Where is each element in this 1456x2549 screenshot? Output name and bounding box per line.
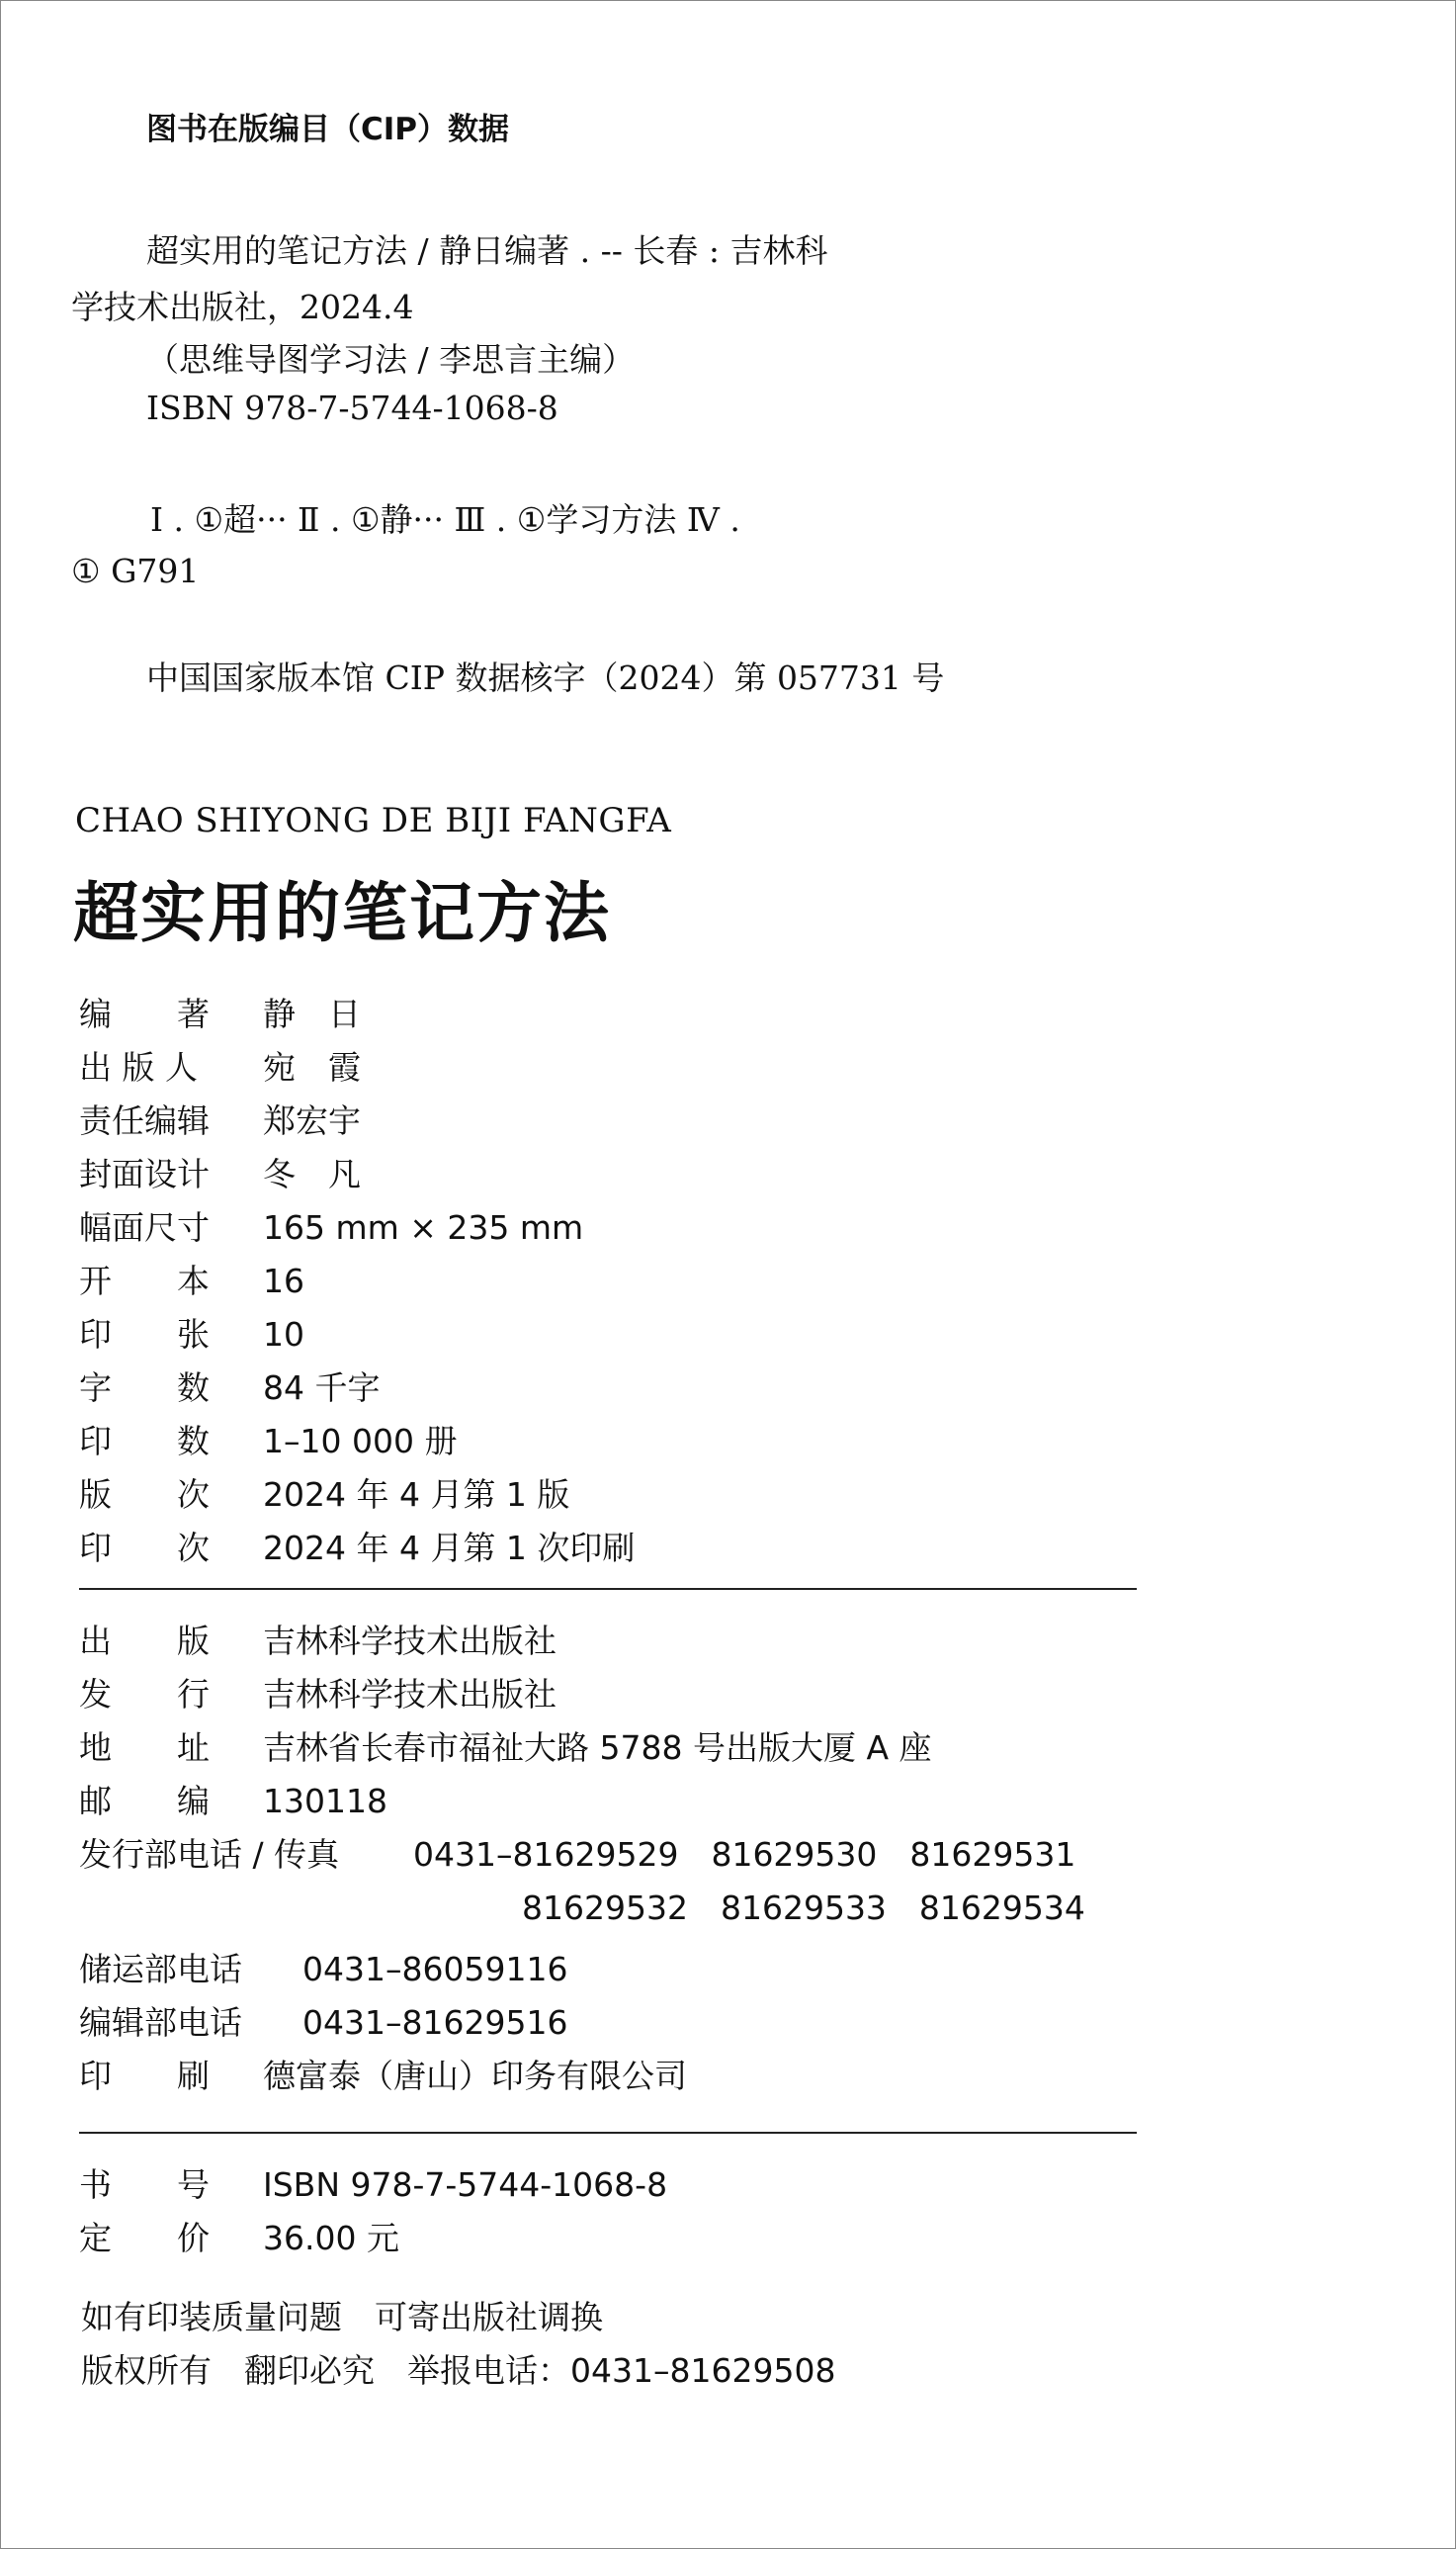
cip-record-number: 中国国家版本馆 CIP 数据核字（2024）第 057731 号 bbox=[146, 659, 945, 697]
info-value: 2024 年 4 月第 1 版 bbox=[263, 1475, 570, 1514]
info-label: 印 次 bbox=[79, 1529, 210, 1567]
info-value: 10 bbox=[263, 1315, 304, 1354]
info-row-format bbox=[79, 1256, 304, 1302]
info-label: 版 次 bbox=[79, 1475, 210, 1514]
sales-phone-label: 发行部电话 / 传真 bbox=[79, 1835, 340, 1874]
info-value: 16 bbox=[263, 1262, 304, 1300]
printer-label: 印 刷 bbox=[79, 2057, 210, 2095]
price-value: 36.00 元 bbox=[263, 2219, 399, 2257]
info-value: 1–10 000 册 bbox=[263, 1422, 458, 1460]
info-row-edition bbox=[79, 1469, 569, 1516]
info-value: 静 日 bbox=[263, 995, 361, 1033]
cip-line-2: 学技术出版社，2024.4 bbox=[71, 288, 414, 326]
sales-phone-row-2 bbox=[522, 1883, 1085, 1929]
cip-line-3: （思维导图学习法 / 李思言主编） bbox=[146, 340, 636, 379]
info-row-printing bbox=[79, 1523, 635, 1569]
publisher-value: 吉林科学技术出版社 bbox=[263, 1622, 557, 1660]
book-title: 超实用的笔记方法 bbox=[73, 875, 611, 951]
editorial-phone-value: 0431–81629516 bbox=[302, 2003, 568, 2042]
address-value: 吉林省长春市福祉大路 5788 号出版大厦 A 座 bbox=[263, 1728, 932, 1767]
copyright-notice: 版权所有 翻印必究 举报电话：0431–81629508 bbox=[81, 2351, 836, 2390]
cip-classification-1: Ⅰ . ①超··· Ⅱ . ①静··· Ⅲ . ①学习方法 Ⅳ . bbox=[150, 500, 740, 539]
info-label: 封面设计 bbox=[79, 1155, 210, 1193]
publisher-row bbox=[79, 1616, 557, 1662]
address-row bbox=[79, 1722, 932, 1769]
info-value: 冬 凡 bbox=[263, 1155, 361, 1193]
postcode-row bbox=[79, 1776, 387, 1822]
isbn-value: ISBN 978-7-5744-1068-8 bbox=[263, 2165, 668, 2204]
cip-line-1: 超实用的笔记方法 / 静日编著 . -- 长春 : 吉林科 bbox=[146, 231, 828, 270]
info-value: 84 千字 bbox=[263, 1368, 381, 1407]
divider bbox=[79, 1588, 1137, 1590]
cip-classification-2: ① G791 bbox=[71, 552, 200, 590]
info-row-cover-design bbox=[79, 1149, 361, 1195]
info-value: 郑宏宇 bbox=[263, 1101, 361, 1140]
info-row-author bbox=[79, 989, 361, 1035]
info-label: 印 数 bbox=[79, 1422, 210, 1460]
printer-value: 德富泰（唐山）印务有限公司 bbox=[263, 2057, 687, 2095]
info-row-format-size bbox=[79, 1202, 583, 1249]
storage-phone-label: 储运部电话 bbox=[79, 1950, 242, 1988]
publisher-label: 出 版 bbox=[79, 1622, 210, 1660]
editorial-phone-row bbox=[79, 1997, 567, 2044]
info-row-publisher-person bbox=[79, 1042, 361, 1089]
info-label: 责任编辑 bbox=[79, 1101, 210, 1140]
storage-phone-row bbox=[79, 1944, 567, 1990]
info-label: 开 本 bbox=[79, 1262, 210, 1300]
cip-heading: 图书在版编目（CIP）数据 bbox=[146, 112, 510, 147]
quality-notice: 如有印装质量问题 可寄出版社调换 bbox=[81, 2298, 603, 2336]
price-label: 定 价 bbox=[79, 2219, 210, 2257]
info-row-word-count bbox=[79, 1362, 380, 1409]
printer-row bbox=[79, 2051, 687, 2097]
divider bbox=[79, 2132, 1137, 2134]
info-label: 编 著 bbox=[79, 995, 210, 1033]
info-label: 出 版 人 bbox=[79, 1048, 198, 1087]
info-row-print-run bbox=[79, 1416, 457, 1462]
sales-phone-numbers-1: 0431–81629529 81629530 81629531 bbox=[413, 1835, 1076, 1874]
info-value: 165 mm × 235 mm bbox=[263, 1208, 584, 1247]
sales-phone-numbers-2: 81629532 81629533 81629534 bbox=[522, 1889, 1085, 1927]
sales-phone-row bbox=[79, 1829, 1075, 1876]
cip-isbn: ISBN 978-7-5744-1068-8 bbox=[146, 389, 558, 427]
price-row bbox=[79, 2213, 399, 2259]
info-label: 印 张 bbox=[79, 1315, 210, 1354]
distributor-label: 发 行 bbox=[79, 1675, 210, 1714]
postcode-label: 邮 编 bbox=[79, 1782, 210, 1820]
distributor-row bbox=[79, 1669, 557, 1715]
info-label: 幅面尺寸 bbox=[79, 1208, 210, 1247]
editorial-phone-label: 编辑部电话 bbox=[79, 2003, 242, 2042]
distributor-value: 吉林科学技术出版社 bbox=[263, 1675, 557, 1714]
info-row-sheets bbox=[79, 1309, 304, 1356]
info-value: 宛 霞 bbox=[263, 1048, 361, 1087]
isbn-label: 书 号 bbox=[79, 2165, 210, 2204]
postcode-value: 130118 bbox=[263, 1782, 387, 1820]
isbn-row bbox=[79, 2159, 667, 2206]
info-value: 2024 年 4 月第 1 次印刷 bbox=[263, 1529, 636, 1567]
book-title-pinyin: CHAO SHIYONG DE BIJI FANGFA bbox=[75, 801, 672, 840]
storage-phone-value: 0431–86059116 bbox=[302, 1950, 568, 1988]
info-row-editor bbox=[79, 1096, 361, 1142]
address-label: 地 址 bbox=[79, 1728, 210, 1767]
info-label: 字 数 bbox=[79, 1368, 210, 1407]
